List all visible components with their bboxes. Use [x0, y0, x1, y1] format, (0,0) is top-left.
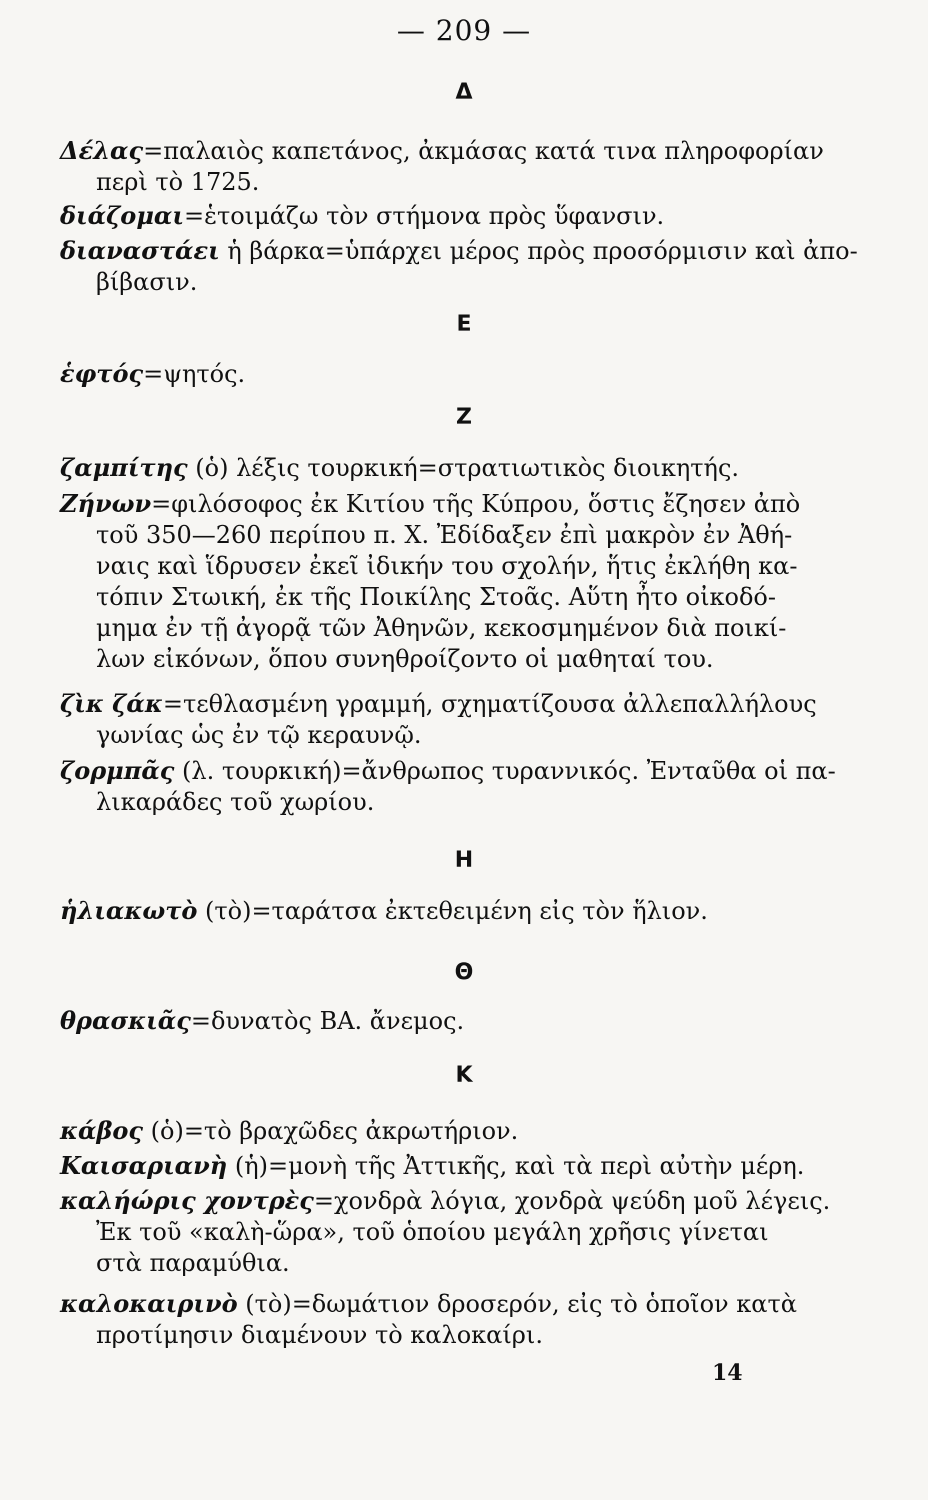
- dictionary-entry: [60, 755, 836, 818]
- dictionary-entry: [60, 1115, 820, 1147]
- section-letter-theta: Θ: [454, 960, 474, 985]
- definition-line: (λ. τουρκική)=ἄνθρωπος τυραννικός. Ἐνταῦθα οἱ πα-: [174, 757, 836, 785]
- dictionary-entry: [60, 358, 820, 390]
- dictionary-entry: [60, 1185, 831, 1279]
- dictionary-entry: [60, 688, 820, 751]
- definition-line: (τὸ)=δωμάτιον δροσερόν, εἰς τὸ ὁποῖον κατὰ: [237, 1290, 797, 1318]
- headword: καλήώρις χοντρὲς: [60, 1186, 314, 1215]
- dictionary-entry: [60, 200, 820, 232]
- definition-line: τόπιν Στωική, ἐκ τῆς Ποικίλης Στοᾶς. Αὕτη ἦτο οἰκοδό-: [96, 583, 776, 611]
- definition-line: λικαράδες τοῦ χωρίου.: [96, 788, 375, 816]
- dictionary-entry: [60, 1288, 820, 1351]
- dictionary-entry: [60, 895, 820, 927]
- definition-line: =δυνατὸς ΒΑ. ἄνεμος.: [190, 1007, 465, 1035]
- definition-line: στὰ παραμύθια.: [96, 1249, 290, 1277]
- definition-line: (ὁ) λέξις τουρκική=στρατιωτικὸς διοικητής.: [187, 454, 740, 482]
- definition-line: τοῦ 350—260 περίπου π. Χ. Ἐδίδαξεν ἐπὶ μακρὸν ἐν Ἀθή-: [96, 521, 793, 549]
- dictionary-entry: [60, 135, 824, 198]
- section-letter-kappa: Κ: [455, 1063, 473, 1088]
- section-letter-delta: Δ: [455, 80, 473, 105]
- headword: ζορμπᾶς: [60, 756, 175, 785]
- definition-line: Ἐκ τοῦ «καλὴ-ὥρα», τοῦ ὁποίου μεγάλη χρῆσις γίνεται: [96, 1218, 769, 1246]
- definition-line: βίβασιν.: [96, 268, 198, 296]
- headword: ἑφτός: [60, 359, 144, 388]
- headword: Καισαριανὴ: [60, 1151, 228, 1180]
- page-number: — 209 —: [396, 14, 532, 47]
- definition-line: =ἑτοιμάζω τὸν στήμονα πρὸς ὕφανσιν.: [183, 202, 665, 230]
- dictionary-entry: [60, 452, 820, 484]
- dictionary-entry: [60, 1150, 820, 1182]
- headword: ζὶκ ζάκ: [60, 689, 163, 718]
- definition-line: (τὸ)=ταράτσα ἐκτεθειμένη εἰς τὸν ἥλιον.: [197, 897, 708, 925]
- definition-line: =τεθλασμένη γραμμή, σχηματίζουσα ἀλλεπαλλήλους: [162, 690, 817, 718]
- definition-line: =παλαιὸς καπετάνος, ἀκμάσας κατά τινα πληροφορίαν: [143, 137, 824, 165]
- headword: Δέλας: [60, 136, 144, 165]
- definition-line: προτίμησιν διαμένουν τὸ καλοκαίρι.: [96, 1321, 543, 1349]
- headword: διαναστάει: [60, 236, 220, 265]
- headword: κάβος: [60, 1116, 144, 1145]
- definition-line: λων εἰκόνων, ὅπου συνηθροίζοντο οἱ μαθηταί του.: [96, 645, 714, 673]
- headword: θρασκιᾶς: [60, 1006, 191, 1035]
- definition-line: =ψητός.: [143, 360, 246, 388]
- definition-line: (ὁ)=τὸ βραχῶδες ἀκρωτήριον.: [143, 1117, 519, 1145]
- definition-line: μημα ἐν τῇ ἀγορᾷ τῶν Ἀθηνῶν, κεκοσμημένον διὰ ποικί-: [96, 614, 787, 642]
- definition-line: γωνίας ὡς ἐν τῷ κεραυνῷ.: [96, 721, 422, 749]
- dictionary-entry: [60, 488, 820, 675]
- headword: ἡλιακωτὸ: [60, 896, 198, 925]
- dictionary-entry: [60, 1005, 820, 1037]
- signature-mark: 14: [712, 1360, 743, 1386]
- definition-line: (ἡ)=μονὴ τῆς Ἀττικῆς, καὶ τὰ περὶ αὐτὴν μέρη.: [227, 1152, 805, 1180]
- section-letter-epsilon: Ε: [456, 312, 472, 337]
- headword: καλοκαιρινὸ: [60, 1289, 238, 1318]
- definition-line: ἡ βάρκα=ὑπάρχει μέρος πρὸς προσόρμισιν καὶ ἀπο-: [219, 237, 858, 265]
- definition-line: =φιλόσοφος ἐκ Κιτίου τῆς Κύπρου, ὅστις ἔζησεν ἀπὸ: [151, 490, 801, 518]
- definition-line: ναις καὶ ἵδρυσεν ἐκεῖ ἰδικήν του σχολήν, ἥτις ἐκλήθη κα-: [96, 552, 798, 580]
- section-letter-eta: Η: [454, 848, 474, 873]
- headword: Ζήνων: [60, 489, 152, 518]
- headword: ζαμπίτης: [60, 453, 188, 482]
- dictionary-entry: [60, 235, 858, 298]
- section-letter-zeta: Ζ: [456, 405, 472, 430]
- headword: διάζομαι: [60, 201, 184, 230]
- definition-line: =χονδρὰ λόγια, χονδρὰ ψεύδη μοῦ λέγεις.: [313, 1187, 831, 1215]
- definition-line: περὶ τὸ 1725.: [96, 168, 260, 196]
